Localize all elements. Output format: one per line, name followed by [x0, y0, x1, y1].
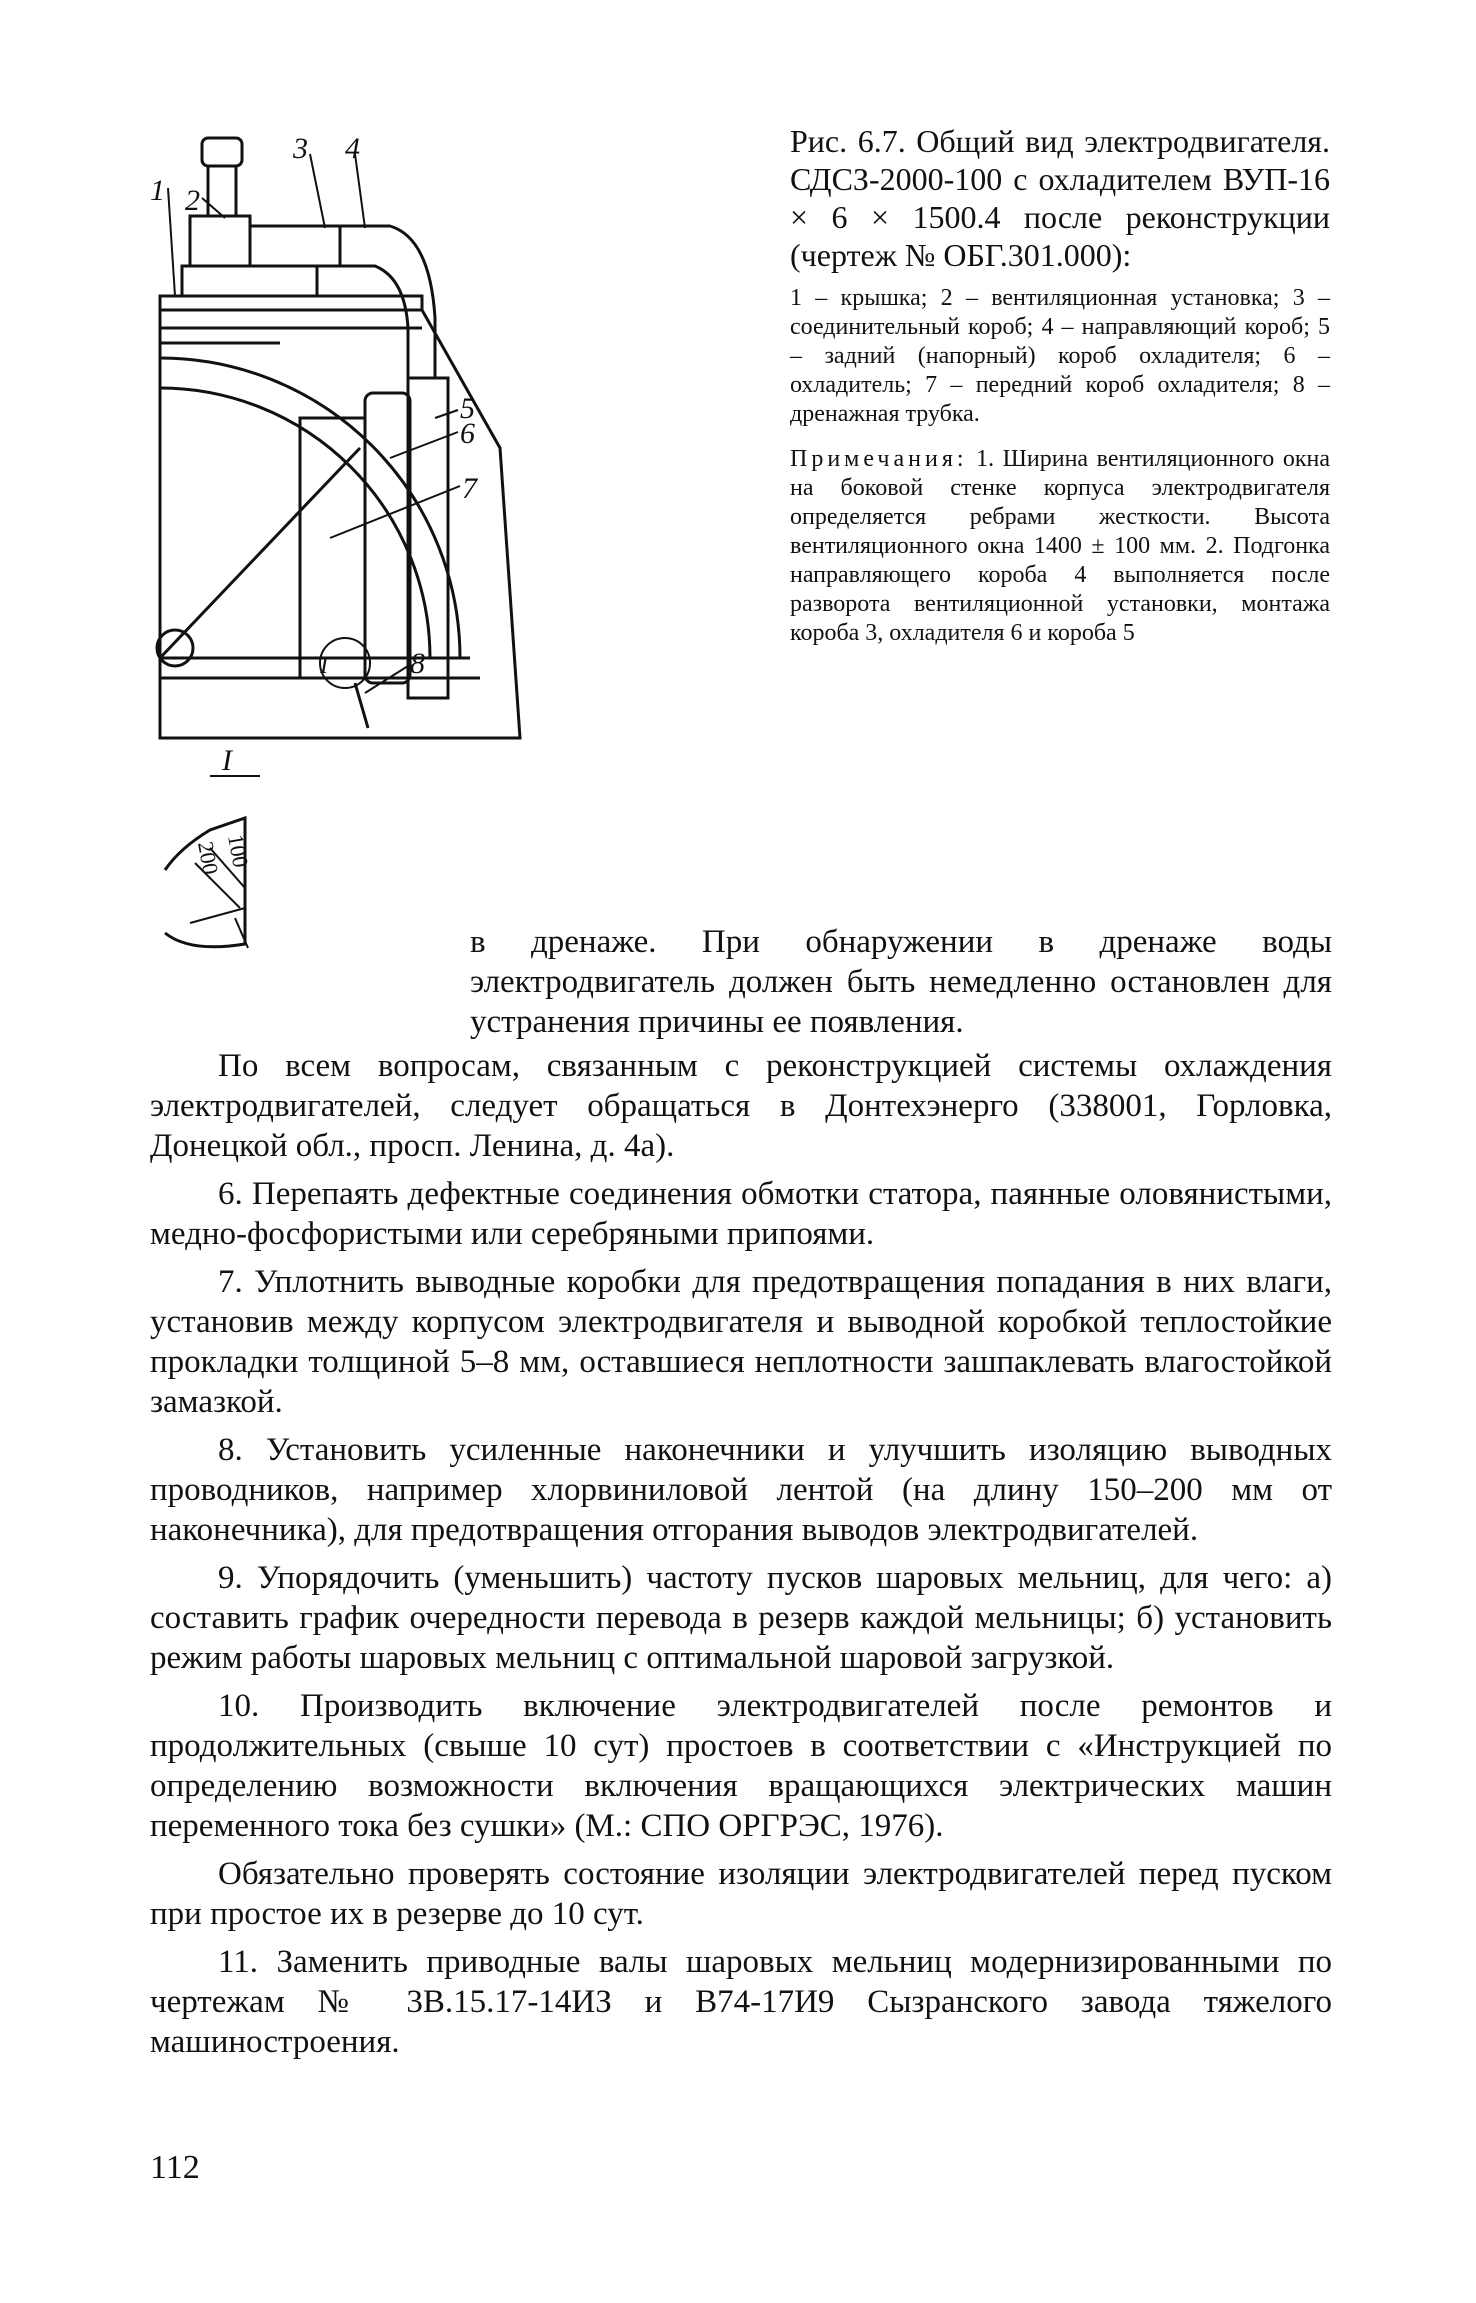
- label-4: 4: [345, 132, 360, 165]
- dimension-200: 200: [193, 839, 224, 877]
- label-2: 2: [185, 184, 200, 217]
- dimension-100: 100: [223, 832, 254, 870]
- fan-cap: [202, 138, 242, 166]
- paragraph-item-7: 7. Уплотнить выводные коробки для предотвращения попадания в них влаги, установив между корпусом электродвигателя и выводной коробкой теплостойкие прокладки толщиной 5–8 мм, оставшиеся неплотности зашпаклевать влагостойкой замазкой.: [150, 1264, 1332, 1420]
- paragraph-item-9: 9. Упорядочить (уменьшить) частоту пусков шаровых мельниц, для чего: а) составить график очередности перевода в резерв каждой мельницы; б) установить режим работы шаровых мельниц с оптимальной шаровой загрузкой.: [150, 1560, 1332, 1676]
- motor-drawing-figure: [150, 118, 710, 998]
- rotor-arc: [160, 358, 460, 658]
- paragraph-contact: По всем вопросам, связанным с реконструкцией системы охлаждения электродвигателей, следует обращаться в Донтехэнерго (338001, Горловка, Донецкой обл., просп. Ленина, д. 4а).: [150, 1048, 1332, 1164]
- lead-paragraph: в дренаже. При обнаружении в дренаже воды электродвигатель должен быть немедленно остановлен для устранения причины ее появления.: [470, 924, 1332, 1040]
- label-7: 7: [462, 472, 477, 505]
- shaft-circle: [157, 630, 193, 666]
- notes-label: Примечания:: [790, 446, 968, 472]
- motor-drawing-svg: [150, 118, 710, 998]
- motor-housing: [160, 310, 520, 738]
- label-5: 5: [460, 392, 475, 425]
- detail-title: I: [222, 744, 232, 777]
- paragraph-item-10: 10. Производить включение электродвигателей после ремонтов и продолжительных (свыше 10 сут) простоев в соответствии с «Инструкцией по определению возможности включения вращающихся электрических машин переменного тока без сушки» (М.: СПО ОРГРЭС, 1976).: [150, 1688, 1332, 1844]
- cover-plate: [160, 296, 422, 310]
- caption-notes: [790, 445, 1330, 648]
- page-number: 112: [150, 2149, 200, 2186]
- connecting-box: [250, 226, 340, 266]
- paragraph-item-11: 11. Заменить приводные валы шаровых мельниц модернизированными по чертежам № 3В.15.17-14ИЗ и В74-17И9 Сызранского завода тяжелого машиностроения.: [150, 1944, 1332, 2060]
- drain-tube: [355, 683, 368, 728]
- label-3: 3: [293, 132, 308, 165]
- caption-legend: 1 – крышка; 2 – вентиляционная установка; 3 – соединительный короб; 4 – направляющий короб; 5 – задний (напорный) короб охладителя; 6 – охладитель; 7 – передний короб охладителя; 8 – дренажная трубка.: [790, 285, 1330, 427]
- caption-title: Рис. 6.7. Общий вид электродвигателя. СДСЗ-2000-100 с охладителем ВУП-16 × 6 × 1500.4 после реконструкции (чертеж № ОБГ.301.000):: [790, 123, 1330, 273]
- paragraph-item-8: 8. Установить усиленные наконечники и улучшить изоляцию выводных проводников, например хлорвиниловой лентой (на длину 150–200 мм от наконечника), для предотвращения отгорания выводов электродвигателей.: [150, 1432, 1332, 1548]
- main-text: [150, 1046, 1332, 2070]
- figure-caption: [790, 122, 1330, 648]
- paragraph-item-6: 6. Перепаять дефектные соединения обмотки статора, паянные оловянистыми, медно-фосфористыми или серебряными припоями.: [150, 1176, 1332, 1252]
- detail-marker: I: [320, 653, 328, 679]
- paragraph-insulation-check: Обязательно проверять состояние изоляции электродвигателей перед пуском при простое их в резерве до 10 сут.: [150, 1856, 1332, 1932]
- ventilation-unit: [190, 216, 250, 266]
- label-8: 8: [410, 647, 425, 680]
- notes-text: 1. Ширина вентиляционного окна на боковой стенке корпуса электродвигателя определяется ребрами жесткости. Высота вентиляционного окна 1400 ± 100 мм. 2. Подгонка направляющего короба 4 выполняется после разворота вентиляционной установки, монтажа короба 3, охладителя 6 и короба 5: [790, 446, 1330, 646]
- cooler-front-box: [300, 418, 365, 678]
- label-1: 1: [150, 174, 165, 207]
- label-6: 6: [460, 417, 475, 450]
